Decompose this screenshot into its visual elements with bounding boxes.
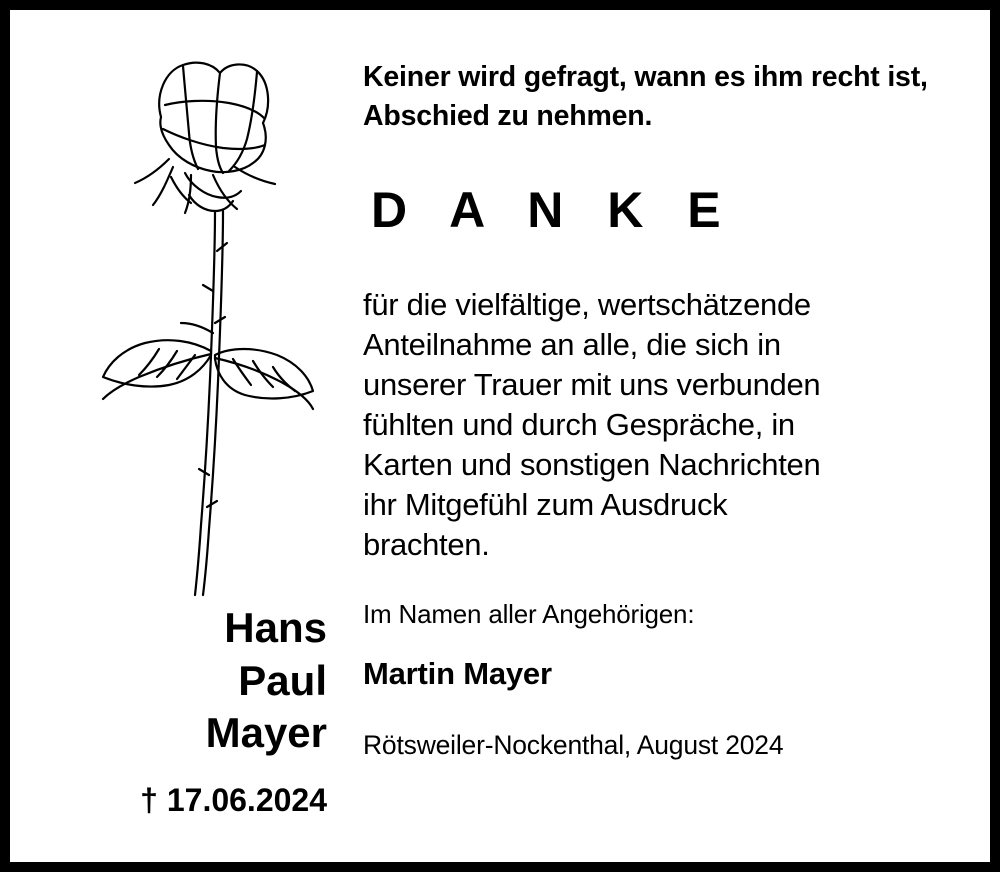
deceased-name-line-2: Paul [238, 656, 327, 704]
deceased-name [206, 602, 327, 760]
body-line-6: ihr Mitgefühl zum Ausdruck [363, 486, 728, 522]
on-behalf-label: Im Namen aller Angehörigen: [363, 598, 695, 629]
place-and-date: Rötsweiler-Nockenthal, August 2024 [363, 729, 784, 760]
signature-name: Martin Mayer [363, 655, 552, 691]
right-column [355, 10, 990, 862]
rose-illustration [65, 55, 315, 600]
cross-icon: † [140, 782, 158, 818]
body-line-1: für die vielfältige, wertschätzende [363, 286, 811, 322]
thanks-heading: D A N K E [371, 181, 736, 238]
deceased-name-line-1: Hans [224, 604, 327, 651]
body-line-7: brachten. [363, 526, 490, 562]
body-text [363, 285, 972, 565]
death-date-value: 17.06.2024 [166, 782, 327, 818]
deceased-name-line-3: Mayer [205, 709, 327, 756]
body-line-5: Karten und sonstigen Nachrichten [363, 446, 821, 482]
death-date [140, 782, 327, 819]
quote-block [363, 58, 972, 137]
body-line-2: Anteilnahme an alle, die sich in [363, 326, 781, 362]
body-line-4: fühlten und durch Gespräche, in [363, 406, 795, 442]
quote-line-2: Abschied zu nehmen. [363, 100, 653, 133]
left-column [10, 10, 355, 862]
quote-line-1: Keiner wird gefragt, wann es ihm recht ist, [363, 61, 928, 93]
body-line-3: unserer Trauer mit uns verbunden [363, 366, 821, 402]
